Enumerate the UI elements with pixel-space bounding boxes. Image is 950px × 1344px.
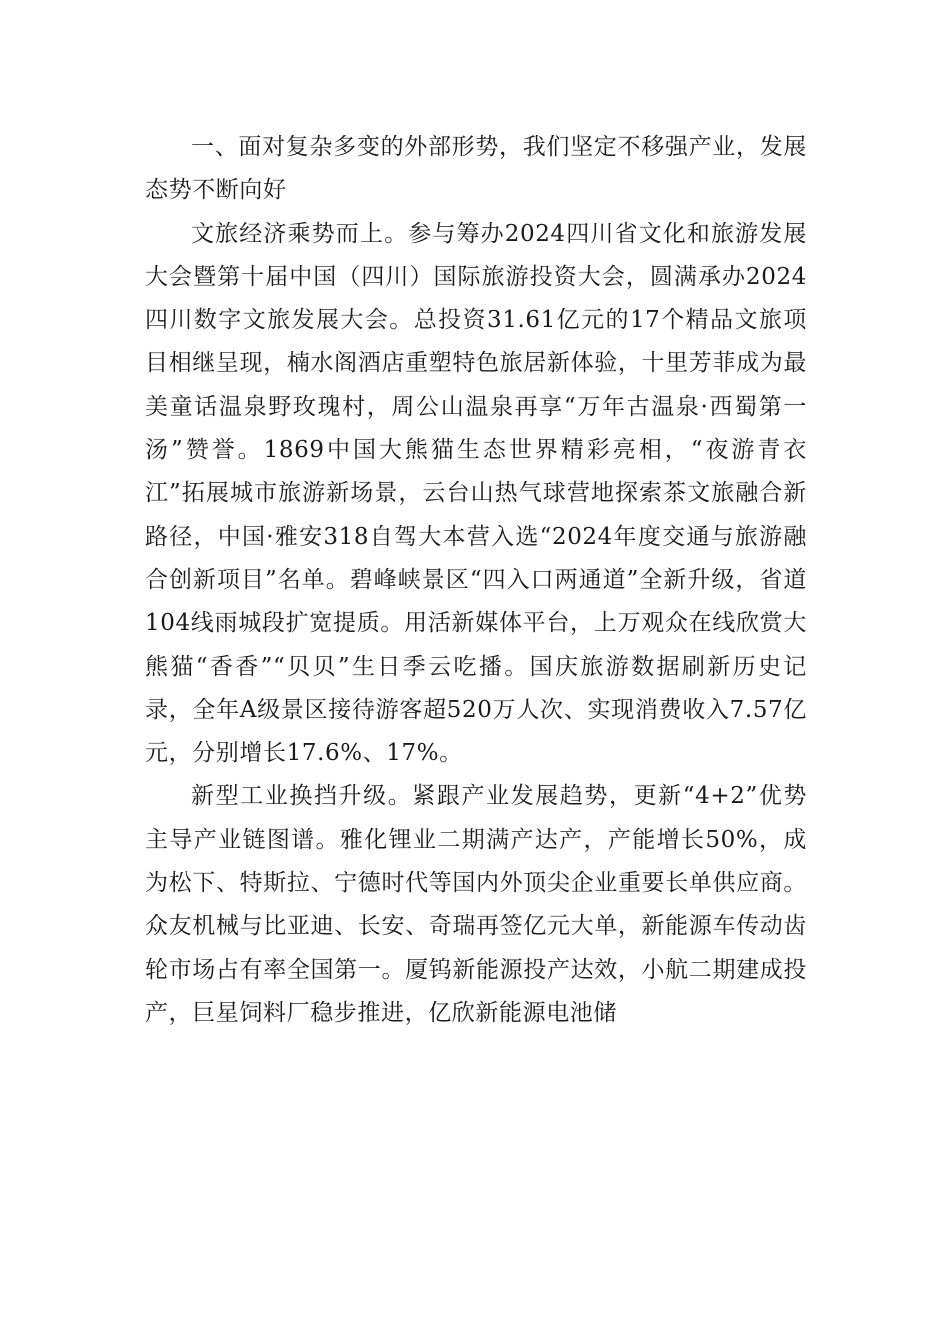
document-body bbox=[145, 126, 807, 1035]
paragraph-culture-tourism: 文旅经济乘势而上。参与筹办2024四川省文化和旅游发展大会暨第十届中国（四川）国际旅游投资大会，圆满承办2024四川数字文旅发展大会。总投资31.61亿元的17个精品文旅项目相继呈现，楠水阁酒店重塑特色旅居新体验，十里芳菲成为最美童话温泉野玫瑰村，周公山温泉再享“万年古温泉·西蜀第一汤”赞誉。1869中国大熊猫生态世界精彩亮相，“夜游青衣江”拓展城市旅游新场景，云台山热气球营地探索茶文旅融合新路径，中国·雅安318自驾大本营入选“2024年度交通与旅游融合创新项目”名单。碧峰峡景区“四入口两通道”全新升级，省道104线雨城段扩宽提质。用活新媒体平台，上万观众在线欣赏大熊猫“香香”“贝贝”生日季云吃播。国庆旅游数据刷新历史记录，全年A级景区接待游客超520万人次、实现消费收入7.57亿元，分别增长17.6%、17%。 bbox=[145, 220, 807, 767]
section-heading: 一、面对复杂多变的外部形势，我们坚定不移强产业，发展态势不断向好 bbox=[145, 134, 807, 204]
paragraph-new-industry: 新型工业换挡升级。紧跟产业发展趋势，更新“4+2”优势主导产业链图谱。雅化锂业二期满产达产，产能增长50%，成为松下、特斯拉、宁德时代等国内外顶尖企业重要长单供应商。众友机械与比亚迪、长安、奇瑞再签亿元大单，新能源车传动齿轮市场占有率全国第一。厦钨新能源投产达效，小航二期建成投产，巨星饲料厂稳步推进，亿欣新能源电池储 bbox=[145, 783, 807, 1026]
